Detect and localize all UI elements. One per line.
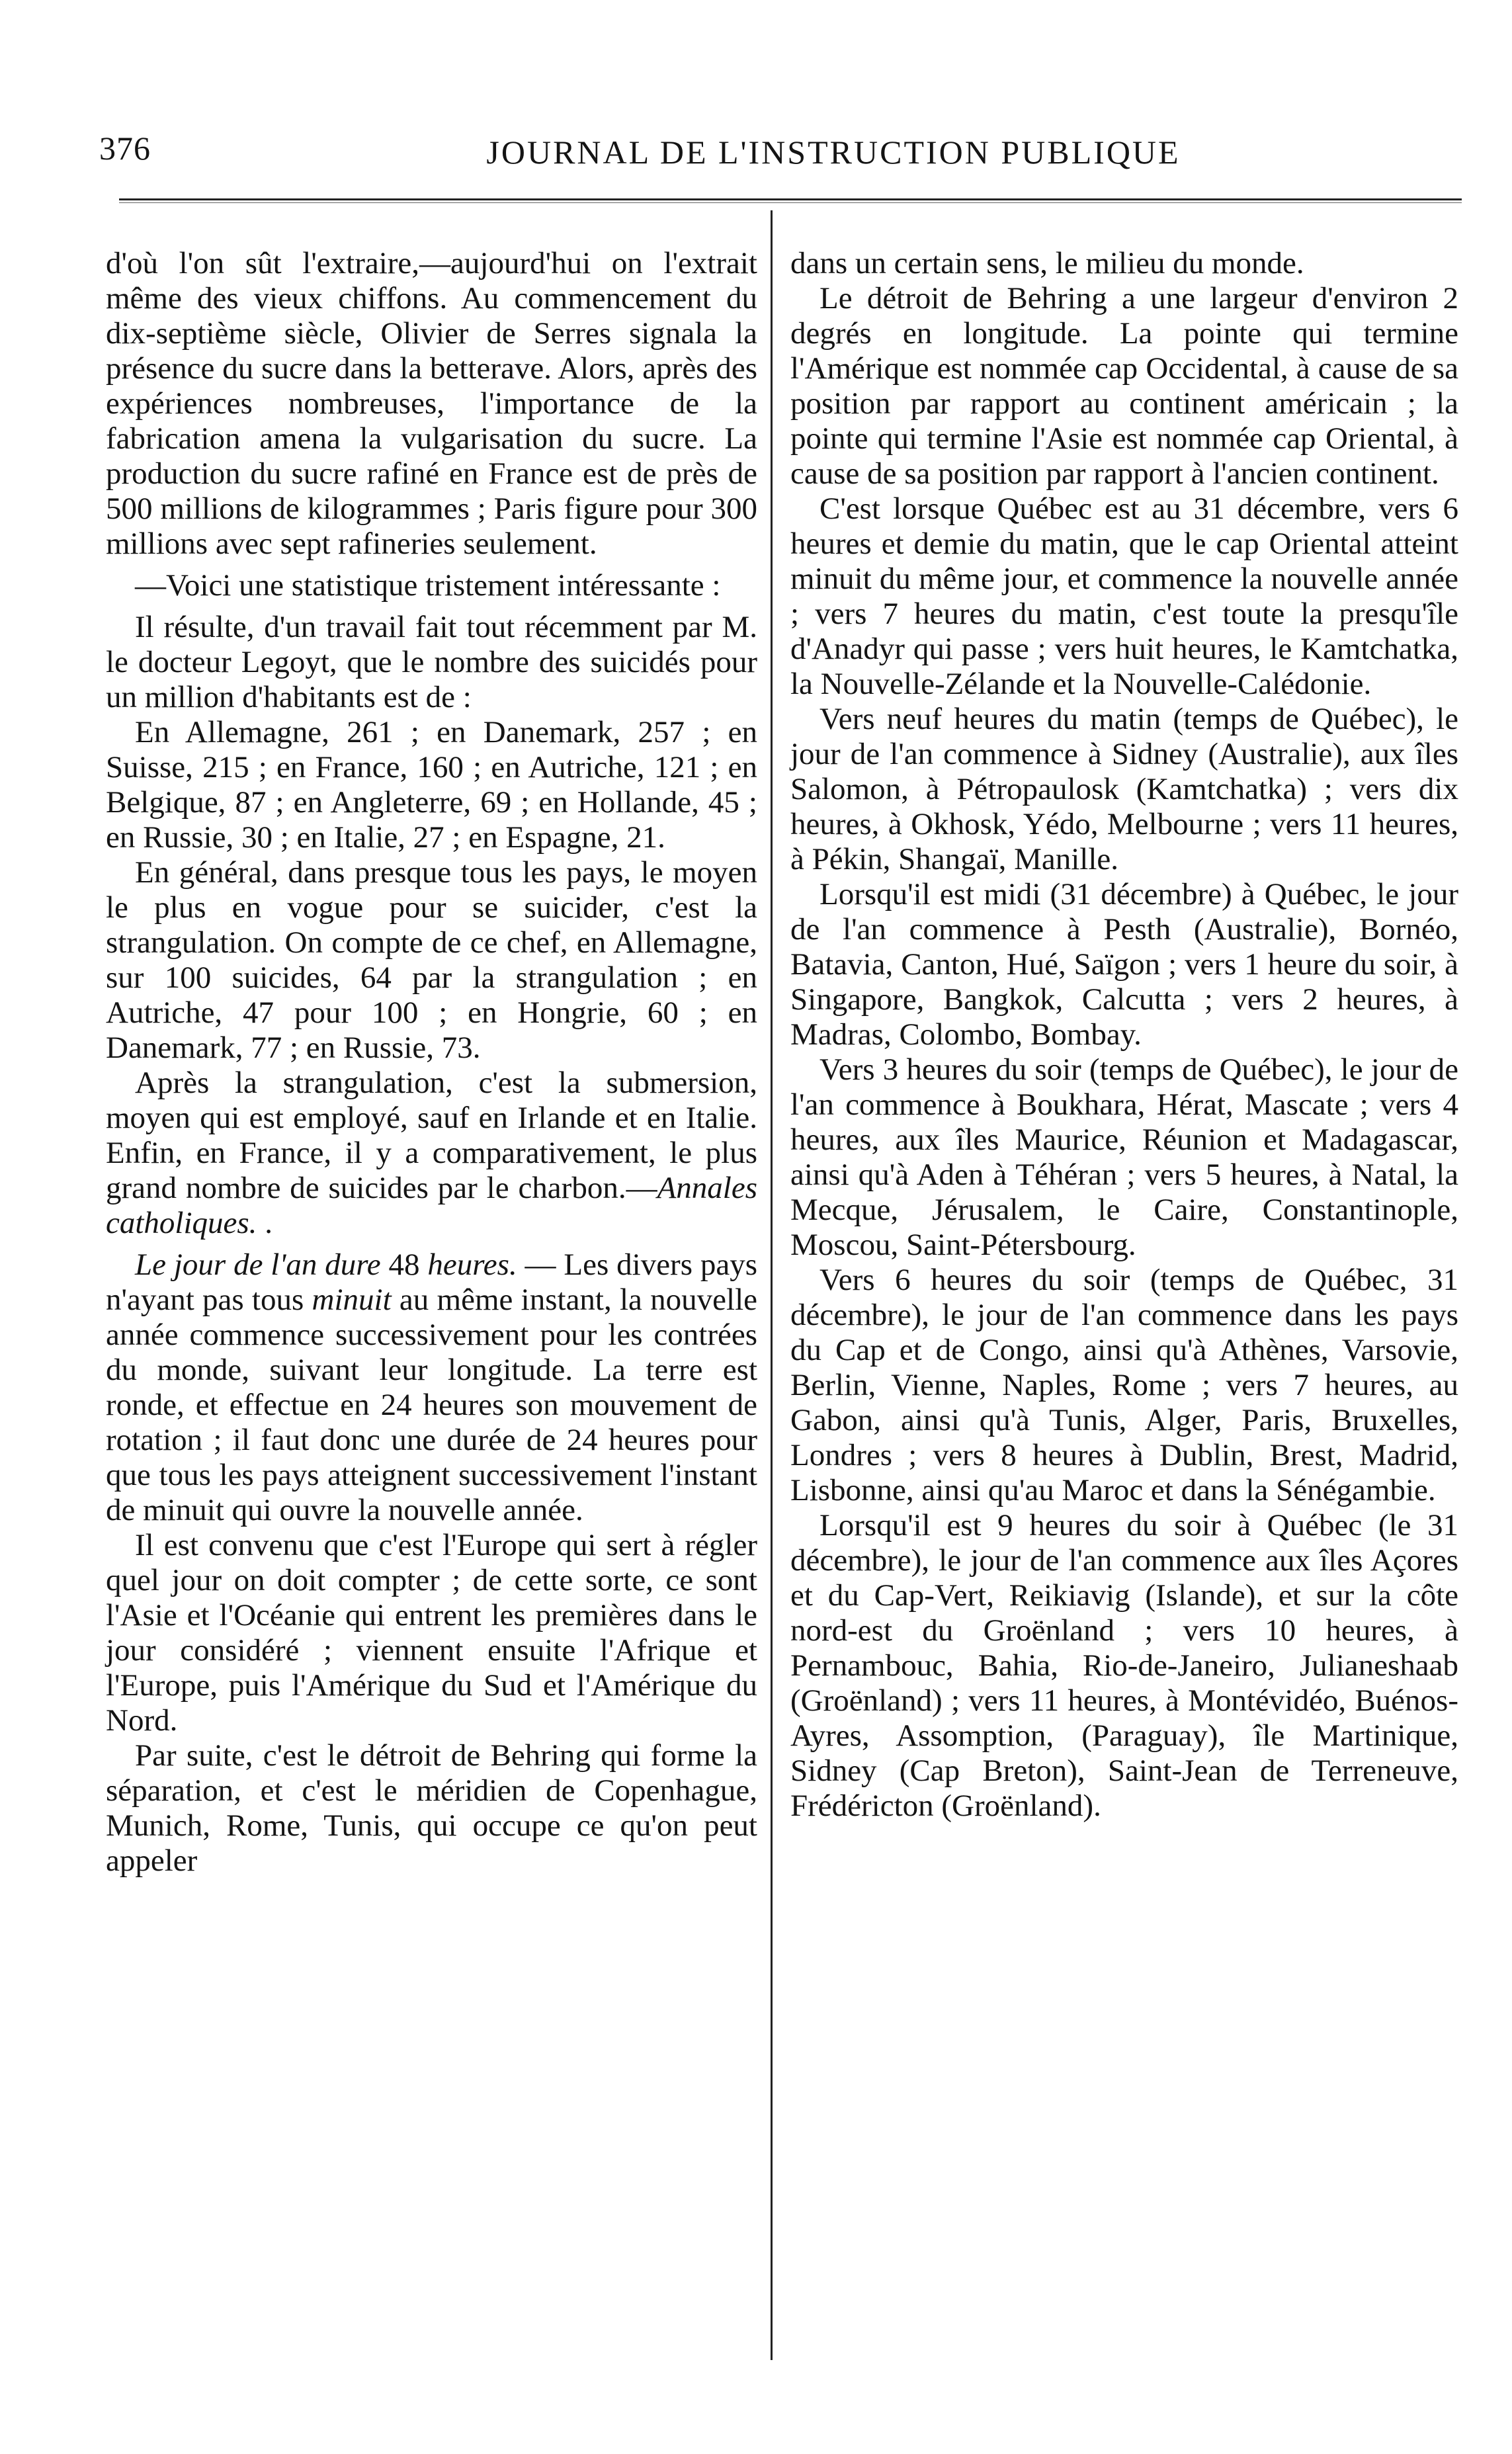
- paragraph: Par suite, c'est le détroit de Behring qui forme la séparation, et c'est le méridien de Copenhague, Munich, Rome, Tunis, qui occupe ce qu'on peut appeler: [106, 1738, 757, 1878]
- column-divider: [771, 210, 773, 2360]
- section-title: heures.: [427, 1248, 517, 1282]
- paragraph: En Allemagne, 261 ; en Danemark, 257 ; en Suisse, 215 ; en France, 160 ; en Autriche, 121 ; en Belgique, 87 ; en Angleterre, 69 ; en Hollande, 45 ; en Russie, 30 ; en Italie, 27 ; en Espagne, 21.: [106, 715, 757, 855]
- header-rule-thin: [119, 202, 1462, 203]
- running-title: JOURNAL DE L'INSTRUCTION PUBLIQUE: [486, 134, 1181, 171]
- page-number: 376: [99, 130, 151, 167]
- paragraph: Il est convenu que c'est l'Europe qui sert à régler quel jour on doit compter ; de cette sorte, ce sont l'Asie et l'Océanie qui entrent les premières dans le jour considéré ; viennent ensuite l'Afrique et l'Europe, puis l'Amérique du Sud et l'Amérique du Nord.: [106, 1528, 757, 1738]
- paragraph-text: Après la strangulation, c'est la submersion, moyen qui est employé, sauf en Irlande et en Italie. Enfin, en France, il y a comparativement, le plus grand nombre de suicides par le charbon.—: [106, 1066, 757, 1205]
- paragraph-text: au même instant, la nouvelle année commence successivement pour les contrées du monde, suivant leur longitude. La terre est ronde, et effectue en 24 heures son mouvement de rotation ; il faut donc une durée de 24 heures pour que tous les pays atteignent successivement l'instant de minuit qui ouvre la nouvelle année.: [106, 1283, 758, 1527]
- paragraph-text: .: [257, 1206, 273, 1240]
- paragraph: C'est lorsque Québec est au 31 décembre, vers 6 heures et demie du matin, que le cap Oriental atteint minuit du même jour, et commence la nouvelle année ; vers 7 heures du matin, c'est toute la presqu'île d'Anadyr qui passe ; vers huit heures, le Kamtchatka, la Nouvelle-Zélande et la Nouvelle-Calédonie.: [790, 491, 1458, 701]
- page-header: [99, 129, 1369, 189]
- right-column: [790, 246, 1458, 1824]
- paragraph: Il résulte, d'un travail fait tout récemment par M. le docteur Legoyt, que le nombre des suicidés pour un million d'habitants est de :: [106, 610, 757, 714]
- section-title-number: 48: [380, 1248, 428, 1282]
- source-citation: Annales catholiques.: [106, 1171, 757, 1240]
- emphasis: minuit: [312, 1283, 392, 1317]
- paragraph: [106, 1248, 757, 1528]
- paragraph: Lorsqu'il est 9 heures du soir à Québec (le 31 décembre), le jour de l'an commence aux îles Açores et du Cap-Vert, Reikiavig (Islande), et sur la côte nord-est du Groënland ; vers 10 heures, à Pernambouc, Bahia, Rio-de-Janeiro, Julianeshaab (Groënland) ; vers 11 heures, à Montévidéo, Buénos-Ayres, Assomption, (Paraguay), île Martinique, Sidney (Cap Breton), Saint-Jean de Terreneuve, Frédéricton (Groënland).: [790, 1508, 1458, 1823]
- paragraph: Lorsqu'il est midi (31 décembre) à Québec, le jour de l'an commence à Pesth (Australie), Bornéo, Batavia, Canton, Hué, Saïgon ; vers 1 heure du soir, à Singapore, Bangkok, Calcutta ; vers 2 heures, à Madras, Colombo, Bombay.: [790, 877, 1458, 1052]
- paragraph: [106, 1066, 757, 1241]
- paragraph: dans un certain sens, le milieu du monde.: [790, 246, 1304, 280]
- left-column: [106, 246, 757, 1879]
- section-title: Le jour de l'an dure: [135, 1248, 381, 1282]
- paragraph: Vers 3 heures du soir (temps de Québec), le jour de l'an commence à Boukhara, Hérat, Mascate ; vers 4 heures, aux îles Maurice, Réunion et Madagascar, ainsi qu'à Aden à Téhéran ; vers 5 heures, à Natal, la Mecque, Jérusalem, le Caire, Constantinople, Moscou, Saint-Pétersbourg.: [790, 1052, 1458, 1262]
- header-rule: [119, 198, 1462, 200]
- paragraph: —Voici une statistique tristement intéressante :: [135, 568, 721, 603]
- paragraph: Vers neuf heures du matin (temps de Québec), le jour de l'an commence à Sidney (Australie), aux îles Salomon, à Pétropaulosk (Kamtchatka) ; vers dix heures, à Okhosk, Yédo, Melbourne ; vers 11 heures, à Pékin, Shangaï, Manille.: [790, 702, 1458, 876]
- paragraph: Vers 6 heures du soir (temps de Québec, 31 décembre), le jour de l'an commence dans les pays du Cap et de Congo, ainsi qu'à Athènes, Varsovie, Berlin, Vienne, Naples, Rome ; vers 7 heures, au Gabon, ainsi qu'à Tunis, Alger, Paris, Bruxelles, Londres ; vers 8 heures à Dublin, Brest, Madrid, Lisbonne, ainsi qu'au Maroc et dans la Sénégambie.: [790, 1263, 1458, 1507]
- paragraph: En général, dans presque tous les pays, le moyen le plus en vogue pour se suicider, c'est la strangulation. On compte de ce chef, en Allemagne, sur 100 suicides, 64 par la strangulation ; en Autriche, 47 pour 100 ; en Hongrie, 60 ; en Danemark, 77 ; en Russie, 73.: [106, 855, 757, 1065]
- paragraph: d'où l'on sût l'extraire,—aujourd'hui on l'extrait même des vieux chiffons. Au commencement du dix-septième siècle, Olivier de Serres signala la présence du sucre dans la betterave. Alors, après des expériences nombreuses, l'importance de la fabrication amena la vulgarisation du sucre. La production du sucre rafiné en France est de près de 500 millions de kilogrammes ; Paris figure pour 300 millions avec sept rafineries seulement.: [106, 246, 757, 561]
- paragraph-text: — Les divers pays n'ayant pas tous: [106, 1248, 758, 1317]
- paragraph: Le détroit de Behring a une largeur d'environ 2 degrés en longitude. La pointe qui termine l'Amérique est nommée cap Occidental, à cause de sa position par rapport au continent américain ; la pointe qui termine l'Asie est nommée cap Oriental, à cause de sa position par rapport à l'ancien continent.: [790, 281, 1458, 491]
